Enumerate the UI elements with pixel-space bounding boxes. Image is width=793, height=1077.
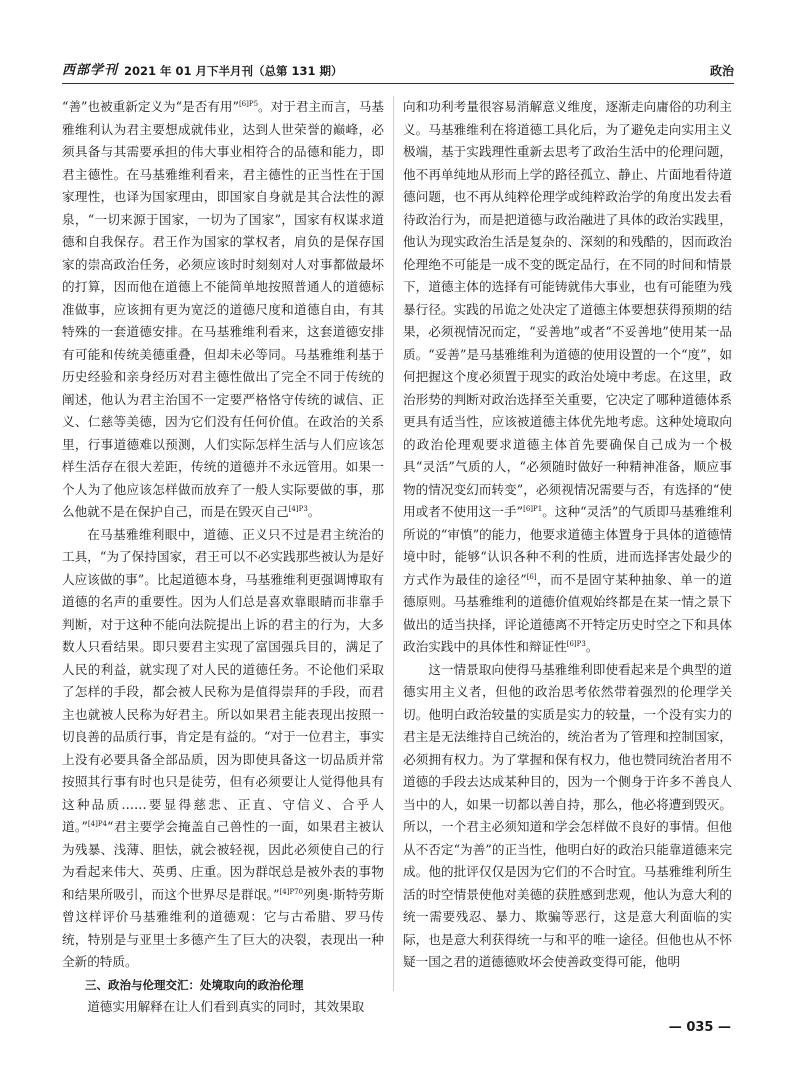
paragraph: 这一情景取向使得马基雅维利即使看起来是个典型的道德实用主义者，但他的政治思考依然带着强烈的伦理学关切。他明白政治较量的实质是实力的较量，一个没有实力的君主是无法维持自己统治的，统治者为了管理和控制国家，必须拥有权力。为了掌握和保有权力，他也赞同统治者用不道德的手段去达成某种目的，因为一个侧身于许多不善良人当中的人，如果一切都以善自持，那么，他必将遭到毁灭。所以，一个君主必须知道和学会怎样做不良好的事情。但他从不否定“为善”的正当性，他明白好的政治只能靠道德来完成。他的批评仅仅是因为它们的不合时宜。马基雅维利所生活的时空情景使他对美德的获胜感到悲观，他认为意大利的统一需要残忍、暴力、欺骗等恶行，这是意大利面临的实际，也是意大利获得统一与和平的唯一途径。但他也从不怀疑一国之君的道德德败坏会使善政变得可能，他明 — [403, 661, 732, 969]
body-text: “善”也被重新定义为“是否有用” — [62, 99, 239, 114]
right-column — [403, 96, 732, 974]
body-text: 。这种“灵活”的气质即马基雅维利所说的“审慎”的能力，他要求道德主体置身于具体的道德情境中时，能够“认识各种不利的性质，进而选择害处最少的方式作为最佳的途径” — [403, 504, 732, 587]
left-column — [62, 96, 384, 1019]
citation: [6]P5 — [238, 100, 259, 108]
section-name: 政治 — [709, 64, 734, 78]
body-text: 向和功利考量很容易消解意义维度，逐渐走向庸俗的功利主义。马基雅维利在将道德工具化后，为了避免走向实用主义极端，基于实践理性重新去思考了政治生活中的伦理问题，他不再单纯地从形而上学的路径孤立、静止、片面地看待道德问题，也不再从纯粹伦理学或纯粹政治学的角度出发去看待政治行为，而是把道德与政治融进了具体的政治实践里，他认为现实政治生活是复杂的、深刻的和残酷的，因而政治伦理绝不可能是一成不变的既定品行，在不同的时间和情景下，道德主体的选择有可能铸就伟大事业，也有可能堕为残暴行径。实践的吊诡之处决定了道德主体要想获得预期的结果，必须视情况而定，“妥善地”或者“不妥善地”使用某一品质。“妥善”是马基雅维利为道德的使用设置的一个“度”，如何把握这个度必须置于现实的政治处境中考虑。在这里，政治形势的判断对政治选择至关重要，它决定了哪种道德体系更具有适当性，应该被道德主体优先地考虑。这种处境取向的政治伦理观要求道德主体首先要确保自己成为一个极具“灵活”气质的人，“必须随时做好一种精神准备，顺应事物的情况变幻而转变”，必须视情况需要与否，有选择的“使用或者不使用这一手” — [403, 99, 732, 519]
body-text: 。对于君主而言，马基雅维利认为君主要想成就伟业，达到人世荣誉的巅峰，必须具备与其需要承担的伟大事业相符合的品德和能力，即君主德性。在马基雅维利看来，君主德性的正当性在于国家理性，也译为国家理由，即国家自身就是其合法性的源泉，“一切来源于国家，一切为了国家”，国家有权谋求道德和自我保存。君王作为国家的掌权者，肩负的是保存国家的崇高政治任务，必须应该时时刻刻对人对事都做最坏的打算，因而他在道德上不能简单地按照普通人的道德标准做事，应该拥有更为宽泛的道德尺度和道德自由，有其特殊的一套道德安排。在马基雅维利看来，这套道德安排有可能和传统美德重叠，但却未必等同。马基雅维利基于历史经验和亲身经历对君主德性做出了完全不同于传统的阐述，他认为君主治国不一定要严格恪守传统的诚信、正义、仁慈等美德，因为它们没有任何价值。在政治的关系里，行事道德难以预测，人们实际怎样生活与人们应该怎样生活存在很大差距，传统的道德并不永远管用。如果一个人为了他应该怎样做而放弃了一般人实际要做的事，那么他就不是在保护自己，而是在毁灭自己 — [62, 99, 385, 519]
body-text: 。 — [585, 639, 599, 654]
citation: [6]P3 — [566, 640, 586, 648]
paragraph — [62, 524, 384, 974]
section-heading: 三、政治与伦理交汇：处境取向的政治伦理 — [85, 977, 304, 992]
header-rule — [62, 83, 734, 84]
citation: [4]P70 — [279, 887, 304, 896]
paragraph: 道德实用解释在让人们看到真实的同时，其效果取 — [87, 999, 365, 1014]
body-text: “君主要学会掩盖自己兽性的一面，如果君主被认为残暴、浅薄、胆怯，就会被轻视，因此必须使自己的行为看起来伟大、英勇、庄重。因为群氓总是被外表的事物和结果所吸引，而这个世界尽是群氓。” — [62, 819, 384, 902]
body-text: ，而不是固守某种抽象、单一的道德原则。马基雅维利的道德价值观始终都是在某一情之景下做出的适当抉择，评论道德离不开特定历史时空之下和具体政治实践中的具体性和辩证性 — [403, 571, 733, 654]
page-number: — 035 — — [668, 1020, 731, 1035]
running-header — [62, 62, 734, 82]
journal-logo: 西部学刊 — [62, 63, 119, 78]
paragraph — [62, 96, 384, 524]
body-text: 。 — [307, 504, 321, 519]
citation: [4]P4 — [87, 820, 107, 828]
citation: [6]P1 — [523, 505, 543, 513]
issue-info: 2021 年 01 月下半月刊（总第 131 期） — [124, 64, 343, 78]
paragraph — [403, 96, 732, 659]
column-divider — [393, 96, 394, 991]
body-text: 列奥·斯特劳斯曾这样评价马基雅维利的道德观：它与古希腊、罗马传统，特别是与亚里士多德产生了巨大的决裂，表现出一种全新的特质。 — [62, 886, 384, 969]
citation: [6] — [526, 572, 537, 581]
citation: [4]P3 — [288, 505, 308, 513]
body-text: 在马基雅维利眼中，道德、正义只不过是君主统治的工具，“为了保持国家，君王可以不必实践那些被认为是好人应该做的事”。比起道德本身，马基雅维利更强调博取有道德的名声的重要性。因为人们总是喜欢靠眼睛而非靠手判断，对于这种不能向法院提出上诉的君主的行为，大多数人只看结果。即只要君主实现了富国强兵目的，满足了人民的利益，就实现了对人民的道德任务。不论他们采取了怎样的手段，都会被人民称为是值得崇拜的手段，而君主也就被人民称为好君主。所以如果君主能表现出按照一切良善的品质行事，肯定是有益的。“对于一位君主，事实上没有必要具备全部品质，因为即使具备这一切品质并常按照其行事有时也只是徒劳，但有必须要让人觉得他具有这种品质……要显得慈悲、正直、守信义、合乎人道。” — [62, 526, 384, 834]
